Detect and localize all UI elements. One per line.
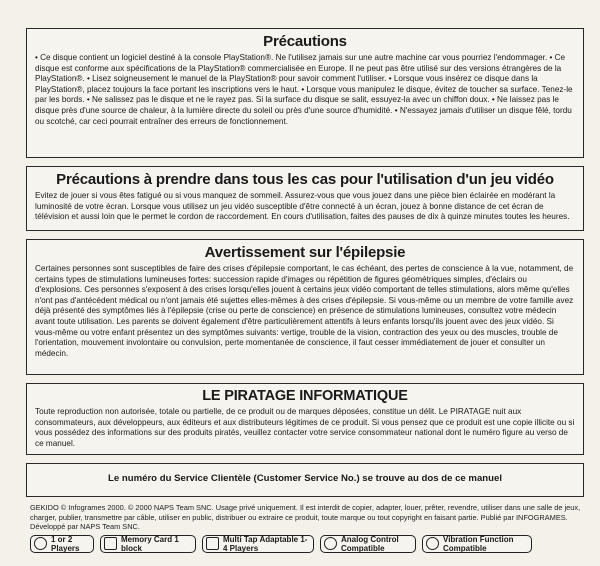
players-logo-label: 1 or 2 Players xyxy=(51,534,80,553)
memory-card-logo-label: Memory Card 1 block xyxy=(121,534,179,553)
epilepsy-body: Certaines personnes sont susceptibles de faire des crises d'épilepsie comportant, le cas échéant, des pertes de conscience à la vue, notamment, de certains types de stimulations lumineuses fortes: succession rapide d'images ou répétition de figures géométriques simples, d'éclairs ou d'explosions. Ces personnes s'exposent à des crises lorsqu'elles jouent à certains jeux vidéo comportant de telles stimulations, alors même qu'elles n'ont pas d'antécédent médical ou n'ont jamais été sujettes elles-mêmes à des crises d'épilepsie. Si vous-même ou un membre de votre famille avez déjà présenté des symptômes liés à l'épilepsie (crise ou perte de conscience) en présence de stimulations lumineuses, consultez votre médecin avant toute utilisation. Les parents se doivent également d'être particulièrement attentifs à leurs enfants lorsqu'ils jouent avec des jeux vidéo. Si vous-même ou votre enfant présentez un des symptômes suivants: vertige, trouble de la vision, contraction des yeux ou des muscles, trouble de l'orientation, mouvement involontaire ou convulsion, perte momentanée de conscience, il faut cesser immédiatement de jouer et consulter un médecin. xyxy=(35,264,574,358)
analog-logo xyxy=(320,535,416,553)
vibration-logo-label: Vibration Function Compatible xyxy=(443,534,514,553)
vibration-logo xyxy=(422,535,532,553)
video-precautions-body: Evitez de jouer si vous êtes fatigué ou si vous manquez de sommeil. Assurez-vous que vous jouez dans une pièce bien éclairée en modérant la luminosité de votre écran. Lorsque vous utilisez un jeu vidéo susceptible d'être connecté à un écran, jouez à bonne distance de cet écran de télévision et aussi loin que le permet le cordon de raccordement. En cours d'utilisation, faites des pauses de dix à quinze minutes toutes les heures. xyxy=(35,191,570,222)
epilepsy-title: Avertissement sur l'épilepsie xyxy=(204,244,406,261)
multitap-logo-label: Multi Tap Adaptable 1-4 Players xyxy=(223,534,308,553)
multitap-logo xyxy=(202,535,314,553)
piracy-section xyxy=(26,383,584,455)
compatibility-logos xyxy=(30,535,584,553)
analog-logo-label: Analog Control Compatible xyxy=(341,534,399,553)
epilepsy-section xyxy=(26,239,584,375)
piracy-title: LE PIRATAGE INFORMATIQUE xyxy=(202,388,408,404)
piracy-body: Toute reproduction non autorisée, totale ou partielle, de ce produit ou de marques déposées, constitue un délit. Le PIRATAGE nuit aux consommateurs, aux développeurs, aux éditeurs et aux distributeurs légitimes de ce produit. Si vous pensez que ce produit est une copie illicite ou si vous possédez des informations sur des produits piratés, veuillez contacter votre service consommateur national dont le numéro figure au verso de ce manuel. xyxy=(35,407,575,448)
vibration-icon xyxy=(426,537,439,550)
precautions-section xyxy=(26,28,584,158)
precautions-title: Précautions xyxy=(263,33,347,50)
video-precautions-section xyxy=(26,166,584,231)
memory-card-icon xyxy=(104,537,117,550)
video-precautions-title: Précautions à prendre dans tous les cas pour l'utilisation d'un jeu vidéo xyxy=(56,171,554,188)
players-logo xyxy=(30,535,94,553)
multitap-icon xyxy=(206,537,219,550)
memory-card-logo xyxy=(100,535,196,553)
customer-service-text: Le numéro du Service Clientèle (Customer Service No.) se trouve au dos de ce manuel xyxy=(108,473,502,485)
analog-icon xyxy=(324,537,337,550)
customer-service-section xyxy=(26,463,584,497)
legal-notice: GEKIDO © Infogrames 2000. © 2000 NAPS Team SNC. Usage privé uniquement. Il est interdit de copier, adapter, louer, prêter, revendre, utiliser dans une salle de jeux, charger, publier, transmettre par câble, utiliser en public, distribuer ou extraire ce produit, toute marque ou tout copyright en faisant partie. Publié par INFOGRAMES. Développé par NAPS Team SNC. xyxy=(30,503,581,532)
precautions-body: • Ce disque contient un logiciel destiné à la console PlayStation®. Ne l'utilisez jamais sur une autre machine car vous pourriez l'endommager. • Ce disque est conforme aux spécifications de la PlayStation® commercialisée en Europe. Il ne peut pas être utilisé sur des versions étrangères de la PlayStation®. • Lisez soigneusement le manuel de la PlayStation® pour savoir comment l'utiliser. • Lorsque vous insérez ce disque dans la PlayStation®, placez toujours la face portant les inscriptions vers le haut. • Lorsque vous manipulez le disque, évitez de toucher sa surface. Tenez-le par les bords. • Ne salissez pas le disque et ne le rayez pas. Si la surface du disque se salit, essuyez-la avec un chiffon doux. • Ne laissez pas le disque près d'une source de chaleur, à la lumière directe du soleil ou près d'une source d'humidité. • N'essayez jamais d'utiliser un disque fêlé, tordu ou scotché, car ceci pourrait entraîner des erreurs de fonctionnement. xyxy=(35,53,573,126)
person-icon xyxy=(34,537,47,550)
